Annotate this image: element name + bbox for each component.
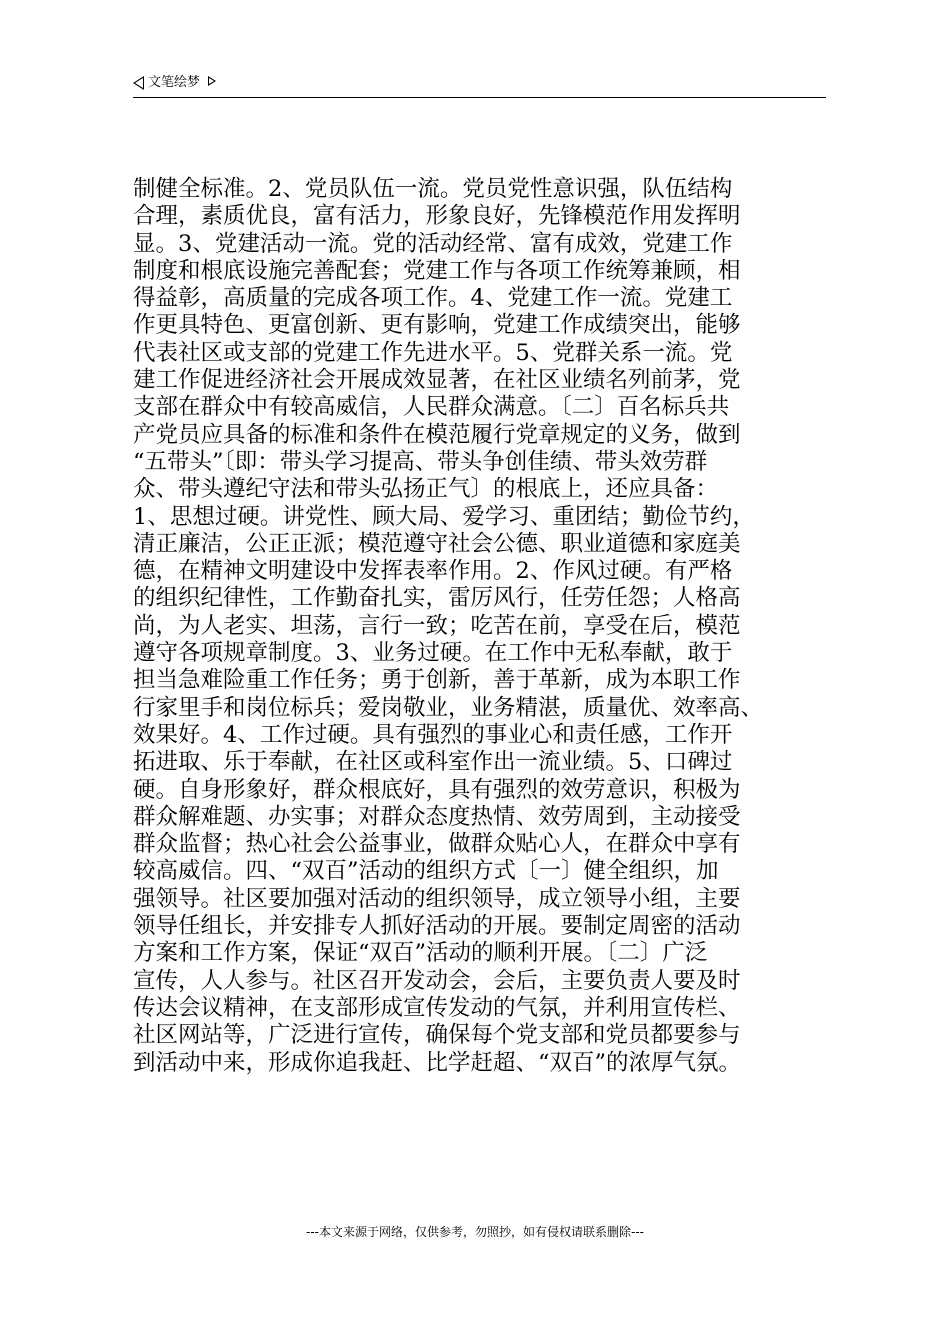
body-line: 担当急难险重工作任务；勇于创新，善于革新，成为本职工作: [133, 667, 741, 694]
body-line: 拓进取、乐于奉献，在社区或科室作出一流业绩。5、口碑过: [133, 749, 733, 776]
body-line: 支部在群众中有较高威信，人民群众满意。〔二〕百名标兵共: [133, 394, 730, 421]
body-line: 尚，为人老实、坦荡，言行一致；吃苦在前，享受在后，模范: [133, 612, 741, 639]
body-line: 到活动中来，形成你追我赶、比学赶超、“双百”的浓厚气氛。: [133, 1049, 742, 1076]
brand-name: 文笔绘梦: [148, 75, 201, 90]
body-line: 遵守各项规章制度。3、业务过硬。在工作中无私奉献，敢于: [133, 640, 733, 667]
body-line: 制健全标准。2、党员队伍一流。党员党性意识强，队伍结构: [133, 176, 733, 202]
body-line: 众、带头遵纪守法和带头弘扬正气〕的根底上，还应具备：: [133, 476, 719, 503]
body-line: 德，在精神文明建设中发挥表率作用。2、作风过硬。有严格: [133, 558, 733, 585]
body-line: 得益彰，高质量的完成各项工作。4、党建工作一流。党建工: [133, 285, 733, 312]
body-line: 宣传，人人参与。社区召开发动会，会后，主要负责人要及时: [133, 967, 741, 994]
body-line: 社区网站等，广泛进行宣传，确保每个党支部和党员都要参与: [133, 1022, 741, 1049]
body-line: 领导任组长，并安排专人抓好活动的开展。要制定周密的活动: [133, 913, 741, 940]
body-line: 产党员应具备的标准和条件在模范履行党章规定的义务，做到: [133, 421, 741, 448]
body-line: 1、思想过硬。讲党性、顾大局、爱学习、重团结；勤俭节约，: [133, 503, 755, 530]
body-line: 强领导。社区要加强对活动的组织领导，成立领导小组，主要: [133, 885, 741, 912]
body-line: 传达会议精神，在支部形成宣传发动的气氛，并利用宣传栏、: [133, 994, 741, 1021]
body-line: 硬。自身形象好，群众根底好，具有强烈的效劳意识，积极为: [133, 776, 741, 803]
body-line: 群众监督；热心社会公益事业，做群众贴心人，在群众中享有: [133, 831, 741, 858]
body-line: 显。3、党建活动一流。党的活动经常、富有成效，党建工作: [133, 230, 733, 257]
body-line: 方案和工作方案，保证“双百”活动的顺利开展。〔二〕广泛: [133, 940, 708, 967]
body-line: 合理，素质优良，富有活力，形象良好，先锋模范作用发挥明: [133, 203, 741, 230]
triangle-left-icon: [133, 76, 144, 90]
document-body: [133, 176, 833, 1077]
page-footer: ---本文来源于网络，仅供参考，勿照抄，如有侵权请联系删除---: [306, 1225, 644, 1239]
body-line: “五带头”〔即：带头学习提高、带头争创佳绩、带头效劳群: [133, 448, 708, 475]
body-line: 清正廉洁，公正正派；模范遵守社会公德、职业道德和家庭美: [133, 530, 741, 557]
body-line: 行家里手和岗位标兵；爱岗敬业，业务精湛，质量优、效率高、: [133, 694, 764, 721]
body-line: 作更具特色、更富创新、更有影响，党建工作成绩突出，能够: [133, 312, 741, 339]
triangle-right-icon: [208, 76, 216, 86]
body-line: 效果好。4、工作过硬。具有强烈的事业心和责任感，工作开: [133, 721, 733, 748]
body-line: 群众解难题、办实事；对群众态度热情、效劳周到，主动接受: [133, 803, 741, 830]
header-divider: [133, 97, 826, 98]
page-header: [133, 74, 826, 98]
body-line: 较高威信。四、“双百”活动的组织方式〔一〕健全组织，加: [133, 858, 719, 885]
body-line: 代表社区或支部的党建工作先进水平。5、党群关系一流。党: [133, 339, 733, 366]
body-line: 制度和根底设施完善配套；党建工作与各项工作统筹兼顾，相: [133, 257, 741, 284]
body-line: 的组织纪律性，工作勤奋扎实，雷厉风行，任劳任怨；人格高: [133, 585, 741, 612]
body-line: 建工作促进经济社会开展成效显著，在社区业绩名列前茅，党: [133, 367, 741, 394]
header-brand: [133, 74, 216, 92]
